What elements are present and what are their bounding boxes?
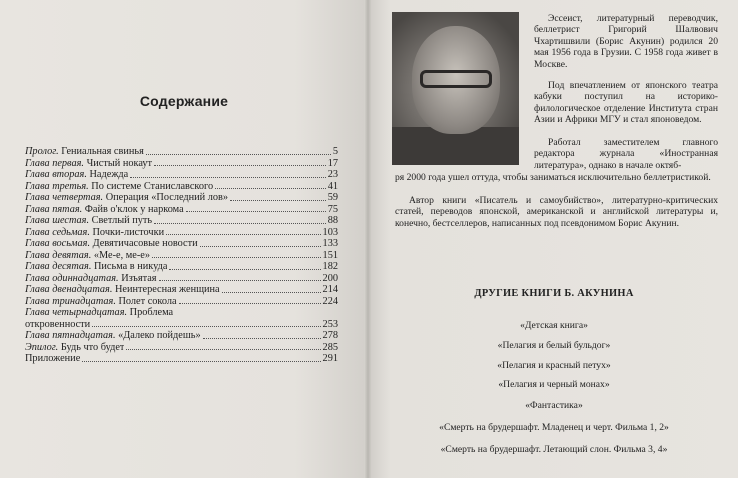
toc-page-number: 182 [322, 261, 338, 272]
toc-entry [25, 273, 338, 285]
toc-chapter: Глава седьмая. [25, 226, 90, 238]
toc-page-number: 5 [332, 146, 338, 157]
toc-entry [25, 307, 338, 319]
toc-chapter-name: Письма в никуда [93, 261, 168, 272]
toc-chapter: Глава четвертая. [25, 192, 104, 203]
toc-entry [25, 204, 338, 216]
toc-entry-label [25, 250, 150, 262]
toc-entry [25, 261, 338, 273]
toc-chapter-name: Чистый нокаут [86, 157, 153, 169]
toc-chapter: Глава четырнадцатая. [25, 307, 128, 318]
toc-chapter: Глава вторая. [25, 169, 87, 180]
toc-page-number: 75 [327, 203, 338, 215]
toc-chapter-name: Надежда [89, 169, 129, 180]
toc-entry-label [25, 330, 201, 342]
toc-page-number: 285 [322, 341, 338, 353]
toc-page-number: 23 [327, 169, 338, 180]
toc-entry [25, 158, 338, 170]
toc-page-number: 224 [322, 295, 338, 307]
toc-leader [166, 234, 320, 235]
bio-paragraph-3b: ря 2000 года ушел оттуда, чтобы заниматься исключительно беллетристикой. [395, 172, 711, 183]
toc-page-number: 133 [322, 238, 338, 249]
toc-chapter: Эпилог. [25, 341, 59, 353]
toc-chapter: Глава десятая. [25, 261, 92, 272]
toc-page-number: 278 [322, 330, 338, 341]
bio-paragraph-3a: Работал заместителем главного редактора журнала «Иностранная литература», однако в начале октяб- [534, 137, 718, 171]
toc-entry-label [25, 296, 177, 308]
book-item: «Детская книга» [520, 320, 588, 331]
toc-entry-label [25, 192, 228, 204]
bio-paragraph-1: Эссеист, литературный переводчик, беллетрист Григорий Шалвович Чхартишвили (Борис Акунин) родился 20 мая 1956 года в Грузии. С 1958 года живет в Москве. [534, 13, 718, 70]
toc-leader [82, 361, 320, 362]
toc-leader [203, 338, 321, 339]
book-item: «Смерть на брудершафт. Младенец и черт. Фильма 1, 2» [439, 422, 669, 433]
toc-chapter-name: Операция «Последний лов» [105, 192, 229, 203]
toc-entry-label [25, 158, 152, 170]
toc-page-number: 17 [327, 157, 338, 169]
toc-page-number: 41 [327, 180, 338, 192]
book-item: «Смерть на брудершафт. Летающий слон. Фильма 3, 4» [440, 444, 668, 455]
toc-page-number: 103 [322, 226, 338, 238]
toc-entry [25, 169, 338, 181]
toc-entry-label [25, 169, 128, 181]
toc-entry-label [25, 342, 124, 354]
toc-chapter-name: «Ме-е, ме-е» [93, 249, 150, 261]
toc-entry-label [25, 181, 213, 193]
toc-chapter-name: Приложение [25, 353, 81, 364]
left-page [0, 0, 368, 478]
toc-entry [25, 330, 338, 342]
other-books-title: ДРУГИЕ КНИГИ Б. АКУНИНА [474, 288, 634, 299]
author-portrait [392, 12, 519, 165]
toc-entry [25, 192, 338, 204]
toc-chapter: Глава восьмая. [25, 238, 91, 249]
toc-chapter: Пролог. [25, 146, 59, 157]
toc-leader [159, 280, 321, 281]
bio-paragraph-2: Под впечатлением от японского театра кабуки поступил на историко-филологическое отделение Института стран Азии и Африки МГУ и стал японоведом. [534, 80, 718, 126]
toc-leader [146, 154, 331, 155]
toc-entry-label [25, 273, 157, 285]
glasses-icon [420, 70, 492, 88]
toc-title: Содержание [139, 93, 229, 109]
table-of-contents [25, 146, 338, 365]
toc-leader [169, 269, 320, 270]
toc-page-number: 59 [327, 192, 338, 203]
toc-chapter: Глава тринадцатая. [25, 295, 116, 307]
toc-leader [200, 246, 321, 247]
toc-chapter: Глава одиннадцатая. [25, 272, 119, 284]
toc-entry-label [25, 215, 152, 227]
bio-paragraph-4: Автор книги «Писатель и самоубийство», литературно-критических статей, переводов японской, американской и английской литературы и, конечно, бестселлеров, написанных под псевдонимом Борис Акунин. [395, 195, 718, 229]
book-item: «Пелагия и белый бульдог» [497, 340, 611, 351]
toc-chapter: Глава третья. [25, 180, 89, 192]
toc-entry-label [25, 353, 80, 365]
book-item: «Пелагия и черный монах» [498, 379, 610, 390]
toc-entry [25, 227, 338, 239]
toc-entry-label [25, 261, 167, 273]
toc-chapter-name: Полет сокола [118, 295, 177, 307]
toc-leader [154, 223, 326, 224]
toc-leader [154, 165, 326, 166]
toc-entry [25, 319, 338, 331]
toc-entry [25, 215, 338, 227]
toc-page-number: 291 [322, 353, 338, 364]
toc-chapter: Глава двенадцатая. [25, 284, 113, 295]
toc-chapter: Глава пятнадцатая. [25, 330, 116, 341]
toc-leader [230, 200, 326, 201]
toc-chapter-name: Девятичасовые новости [92, 238, 198, 249]
toc-chapter: Глава первая. [25, 157, 84, 169]
book-item: «Фантастика» [525, 400, 583, 411]
toc-entry-label [25, 319, 90, 331]
toc-page-number: 200 [322, 272, 338, 284]
toc-chapter-name: Светлый путь [91, 215, 153, 226]
toc-leader [186, 211, 326, 212]
toc-leader [179, 303, 321, 304]
toc-entry [25, 284, 338, 296]
toc-chapter-name: Будь что будет [60, 341, 125, 353]
toc-page-number: 214 [322, 284, 338, 295]
toc-entry-label [25, 238, 198, 250]
toc-chapter: Глава пятая. [25, 203, 83, 215]
toc-chapter-name: откровенности [25, 318, 91, 330]
toc-chapter: Глава шестая. [25, 215, 90, 226]
toc-entry-label [25, 307, 173, 319]
toc-entry-label [25, 284, 220, 296]
toc-entry [25, 238, 338, 250]
toc-leader [222, 292, 321, 293]
toc-page-number: 253 [322, 318, 338, 330]
toc-chapter-name: Почки-листочки [92, 226, 165, 238]
toc-entry [25, 342, 338, 354]
toc-chapter-name: Неинтересная женщина [114, 284, 220, 295]
toc-page-number: 151 [322, 249, 338, 261]
toc-chapter-name: Гениальная свинья [61, 146, 144, 157]
toc-leader [152, 257, 321, 258]
toc-entry [25, 181, 338, 193]
toc-chapter-name: «Далеко пойдешь» [118, 330, 201, 341]
toc-chapter: Глава девятая. [25, 249, 92, 261]
toc-chapter-name: Изъятая [121, 272, 157, 284]
toc-leader [215, 188, 326, 189]
toc-entry-label [25, 227, 164, 239]
toc-leader [126, 349, 320, 350]
toc-entry-label [25, 204, 184, 216]
toc-entry [25, 146, 338, 158]
toc-chapter-name: Файв о'клок у наркома [84, 203, 184, 215]
toc-chapter-name: По системе Станиславского [91, 180, 214, 192]
toc-entry [25, 353, 338, 365]
toc-entry [25, 250, 338, 262]
toc-page-number: 88 [327, 215, 338, 226]
toc-leader [92, 326, 320, 327]
toc-entry [25, 296, 338, 308]
toc-leader [130, 177, 325, 178]
book-item: «Пелагия и красный петух» [497, 360, 611, 371]
toc-entry-label [25, 146, 144, 158]
toc-chapter-name: Проблема [129, 307, 174, 318]
